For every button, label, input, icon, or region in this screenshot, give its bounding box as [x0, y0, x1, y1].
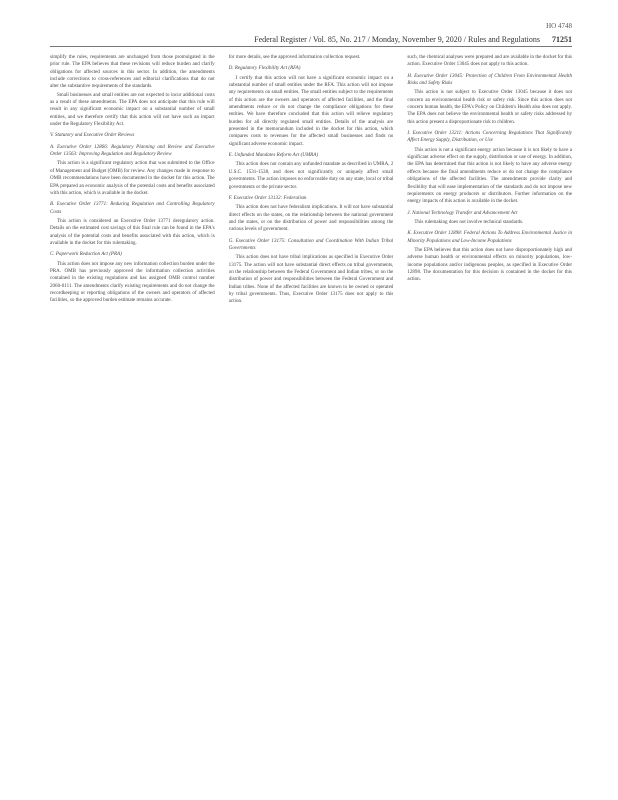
section-heading: D. Regulatory Flexibility Act (RFA) [228, 65, 301, 72]
page-number: 71251 [552, 35, 572, 44]
column-1 [50, 54, 215, 786]
page-header [50, 35, 572, 47]
paragraph: This action does not have federalism implications. It will not have substantial direct effects on the states, on the relationship between the national government and the states, or on the distribution of power and responsibilities among the various levels of government. [228, 204, 394, 233]
publication-line: Federal Register / Vol. 85, No. 217 / Monday, November 9, 2020 / Rules and Regulations [254, 35, 540, 44]
paragraph: Small businesses and small entities are not expected to incur additional costs as a result of these amendments. The EPA does not anticipate that this rule will result in any significant economic impact on a substantial number of small entities, and we therefore certify that this action will not have such an impact under the Regulatory Flexibility Act. [50, 91, 215, 128]
column-2 [229, 54, 394, 786]
section-heading: K. Executive Order 12898: Federal Actions To Address Environmental Justice in Minority Populations and Low-Income Populations [407, 230, 572, 244]
section-heading: C. Paperwork Reduction Act (PRA) [50, 251, 122, 258]
section-heading: A. Executive Order 12866: Regulatory Planning and Review and Executive Order 13563: Improving Regulation and Regulatory Review [50, 143, 215, 158]
paragraph: This action does not have tribal implications as specified in Executive Order 13175. The action will not have substantial direct effects on tribal governments, on the relationship between the Federal Government and Indian tribes, or on the distribution of power and responsibilities between the Federal Government and Indian tribes. None of the affected facilities are known to be owned or operated by tribal governments. Thus, Executive Order 13175 does not apply to this action. [228, 254, 394, 305]
paragraph: This action is not a significant energy action because it is not likely to have a significant adverse effect on the supply, distribution or use of energy. In addition, the EPA has determined that this action is not likely to have any adverse energy effects because the final amendments reduce or do not change the compliance obligations of the affected facilities. The amendments provide clarity and flexibility that will ease implementation of the standards and do not impose new requirements on energy producers or distributors. Further information on the energy impacts of this action is available in the docket. [407, 146, 572, 205]
paragraph: This action does not contain any unfunded mandate as described in UMRA, 2 U.S.C. 1531-1538, and does not significantly or uniquely affect small governments. The action imposes no enforceable duty on any state, local or tribal governments or the private sector. [228, 161, 394, 190]
text-columns [50, 54, 572, 786]
paragraph: This action does not impose any new information collection burden under the PRA. OMB has previously approved the information collection activities contained in the existing regulations and has assigned OMB control number 2060-0111. The amendments clarify existing requirements and do not change the recordkeeping or reporting obligations of the owners and operators of affected facilities, so the approved burden estimate remains accurate. [50, 260, 215, 304]
paragraph: This action is considered an Executive Order 13771 deregulatory action. Details on the estimated cost savings of this final rule can be found in the EPA's analysis of the potential costs and benefits associated with this action, which is available in the docket for this rulemaking. [50, 217, 215, 246]
paragraph: such, the chemical analyses were prepared and are available in the docket for this action. Executive Order 13045 does not apply to this action. [407, 54, 572, 68]
section-heading: I. Executive Order 13211: Actions Concerning Regulations That Significantly Affect Energy Supply, Distribution, or Use [407, 130, 572, 144]
section-heading: H. Executive Order 13045: Protection of Children From Environmental Health Risks and Safety Risks [407, 72, 572, 87]
paragraph: simplify the rules, requirements are unchanged from those promulgated in the prior rule. The EPA believes that these revisions will reduce burden and clarify obligations for affected sources in this sector. In addition, the amendments include corrections to cross-references and editorial clarifications that do not alter the substantive requirements of the standards. [50, 54, 215, 90]
paragraph: I certify that this action will not have a significant economic impact on a substantial number of small entities under the RFA. This action will not impose any requirements on small entities. The small entities subject to the requirements of this action are the owners and operators of affected facilities, and the final amendments reduce or do not change the compliance obligations for these entities. We have therefore concluded that this action will relieve regulatory burden for all directly regulated small entities. Details of the analysis are presented in the memorandum included in the docket for this action, which compares costs to revenues for the affected small businesses and finds no significant adverse economic impact. [228, 74, 394, 147]
paragraph: for more details, see the approved information collection request. [228, 54, 361, 60]
column-3 [407, 54, 572, 786]
section-heading: G. Executive Order 13175: Consultation and Coordination With Indian Tribal Governments [228, 237, 394, 251]
paragraph: This action is not subject to Executive Order 13045 because it does not concern an environmental health risk or safety risk. Since this action does not concern human health, the EPA's Policy on Children's Health also does not apply. The EPA does not believe the environmental health or safety risks addressed by this action present a disproportionate risk to children. [407, 89, 572, 125]
section-heading: J. National Technology Transfer and Advancement Act [407, 209, 518, 216]
page-id: HO 4748 [546, 22, 572, 30]
paragraph: This rulemaking does not involve technical standards. [414, 218, 524, 225]
paragraph: The EPA believes that this action does not have disproportionately high and adverse human health or environmental effects on minority populations, low-income populations and/or indigenous peoples, as specified in Executive Order 12898. The documentation for this decision is contained in the docket for this action. [407, 246, 572, 283]
section-heading: E. Unfunded Mandates Reform Act (UMRA) [228, 152, 319, 159]
section-heading: V. Statutory and Executive Order Reviews [50, 132, 135, 139]
section-heading: F. Executive Order 13132: Federalism [228, 194, 307, 201]
paragraph: This action is a significant regulatory action that was submitted to the Office of Management and Budget (OMB) for review. Any changes made in response to OMB recommendations have been documented in the docket for this action. The EPA prepared an economic analysis of the potential costs and benefits associated with this action, which is available in the docket. [50, 160, 215, 196]
section-heading: B. Executive Order 13771: Reducing Regulation and Controlling Regulatory Costs [50, 201, 215, 215]
